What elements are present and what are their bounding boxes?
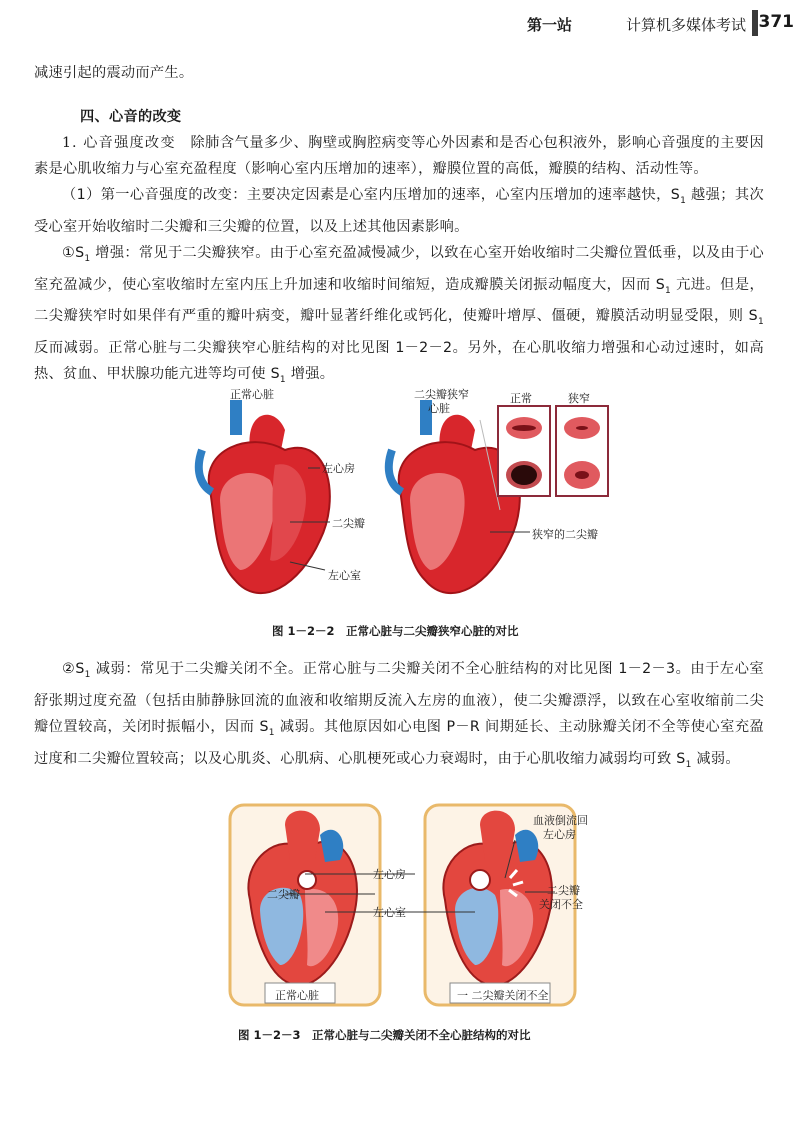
text-block-top xyxy=(34,60,764,393)
section-title: 第一站 xyxy=(526,16,572,34)
label-mr-2: 关闭不全 xyxy=(539,898,583,911)
paragraph-1-text: 除肺含气量多少、胸壁或胸腔病变等心外因素和是否心包积液外，影响心音强度的主要因素是心肌收缩力与心室充盈程度（影响心室内压增加的速率），瓣膜位置的高低，瓣膜的结构、活动性等。 xyxy=(34,135,765,177)
text-block-middle xyxy=(34,656,764,777)
figure-2-caption: 图 1－2－3 正常心脏与二尖瓣关闭不全心脏结构的对比 xyxy=(238,1028,531,1042)
p4-a: ②S xyxy=(62,661,85,677)
p3-d: 反而减弱。正常心脏与二尖瓣狭窄心脏结构的对比见图 1－2－2。另外，在心肌收缩力增强和心动过速时，如高热、贫血、甲状腺功能亢进等均可使 S xyxy=(34,340,764,383)
header-bar xyxy=(752,10,758,36)
fig2-label-mitral-valve: 二尖瓣 xyxy=(267,888,300,901)
label-narrow-valve: 狭窄的二尖瓣 xyxy=(532,528,598,541)
fig1-title-normal: 正常心脏 xyxy=(230,388,274,401)
figure-1-caption: 图 1－2－2 正常心脏与二尖瓣狭窄心脏的对比 xyxy=(272,624,519,638)
p2-a: （1）第一心音强度的改变：主要决定因素是心室内压增加的速率，心室内压增加的速率越快，S xyxy=(62,187,681,203)
p3-e: 增强。 xyxy=(290,366,335,383)
tag-normal-heart: 正常心脏 xyxy=(275,989,319,1002)
paragraph-4 xyxy=(34,656,764,777)
fig2-label-left-ventricle: 左心室 xyxy=(373,906,406,919)
page-header xyxy=(0,0,800,46)
fig2-label-left-atrium: 左心房 xyxy=(373,868,406,881)
label-mitral-valve: 二尖瓣 xyxy=(332,517,365,530)
paragraph-2 xyxy=(34,182,764,240)
p3-c: 亢进。但是，二尖瓣狭窄时如果伴有严重的瓣叶病变，瓣叶显著纤维化或钙化，使瓣叶增厚、僵硬，瓣膜活动明显受限，则 S xyxy=(34,276,765,325)
p4-d: 减弱。 xyxy=(696,750,740,767)
fig1-title-stenosis: 二尖瓣狭窄 xyxy=(414,388,469,401)
label-backflow-2: 左心房 xyxy=(543,828,576,841)
label-left-atrium: 左心房 xyxy=(322,462,355,475)
paragraph-3 xyxy=(34,240,764,393)
label-left-ventricle: 左心室 xyxy=(328,569,361,582)
section-heading: 四、心音的改变 xyxy=(80,109,182,125)
label-mr: 二尖瓣 xyxy=(547,884,580,897)
subscript: 1 xyxy=(84,253,91,264)
normal-heart-icon xyxy=(199,400,330,593)
subscript: 1 xyxy=(680,195,687,206)
p4-c: 减弱。其他原因如心电图 P－R 间期延长、主动脉瓣关闭不全等使心室充盈过度和二尖瓣位置较高；以及心肌炎、心肌病、心肌梗死或心力衰竭时，由于心肌收缩力减弱均可致 S xyxy=(34,718,765,767)
paragraph-1 xyxy=(34,130,764,182)
inset-label-stenosis: 狭窄 xyxy=(568,392,590,405)
inset-label-normal: 正常 xyxy=(510,392,532,405)
p2-b: 越强；其次受心室开始收缩时二尖瓣和三尖瓣的位置，以及上述其他因素影响。 xyxy=(34,187,765,235)
figure-1-2-2 xyxy=(190,380,630,610)
page-number: 371 xyxy=(758,12,794,32)
figure-1-illustration xyxy=(190,380,630,610)
subscript: 1 xyxy=(268,727,275,738)
figure-1-2-3 xyxy=(225,800,605,1015)
paragraph-lead: 1. 心音强度改变 xyxy=(62,135,176,151)
subscript: 1 xyxy=(279,375,286,386)
course-title: 计算机多媒体考试 xyxy=(625,16,746,34)
subscript: 1 xyxy=(757,317,764,328)
p4-b: 减弱：常见于二尖瓣关闭不全。正常心脏与二尖瓣关闭不全心脏结构的对比见图 1－2－3。由于左心室舒张期过度充盈（包括由肺静脉回流的血液和收缩期反流入左房的血液），使二尖瓣漂浮，以致在心室收缩前二尖瓣位置较高，关闭时振幅小，因而 S xyxy=(34,661,764,735)
paragraph-continued: 减速引起的震动而产生。 xyxy=(34,65,194,81)
p3-a: ①S xyxy=(62,244,85,261)
subscript: 1 xyxy=(685,759,692,770)
label-backflow: 血液倒流回 xyxy=(533,814,588,827)
subscript: 1 xyxy=(665,285,672,296)
p3-b: 增强：常见于二尖瓣狭窄。由于心室充盈减慢减少，以致在心室开始收缩时二尖瓣位置低垂，以及由于心室充盈减少，使心室收缩时左室内压上升加速和收缩时间缩短，造成瓣膜关闭振动幅度大，因而 S xyxy=(34,244,765,293)
fig1-title-stenosis-2: 心脏 xyxy=(428,402,450,415)
subscript: 1 xyxy=(84,669,91,680)
valve-inset-panel xyxy=(498,406,608,496)
tag-mitral-regurgitation: 一 二尖瓣关闭不全 xyxy=(457,989,549,1002)
